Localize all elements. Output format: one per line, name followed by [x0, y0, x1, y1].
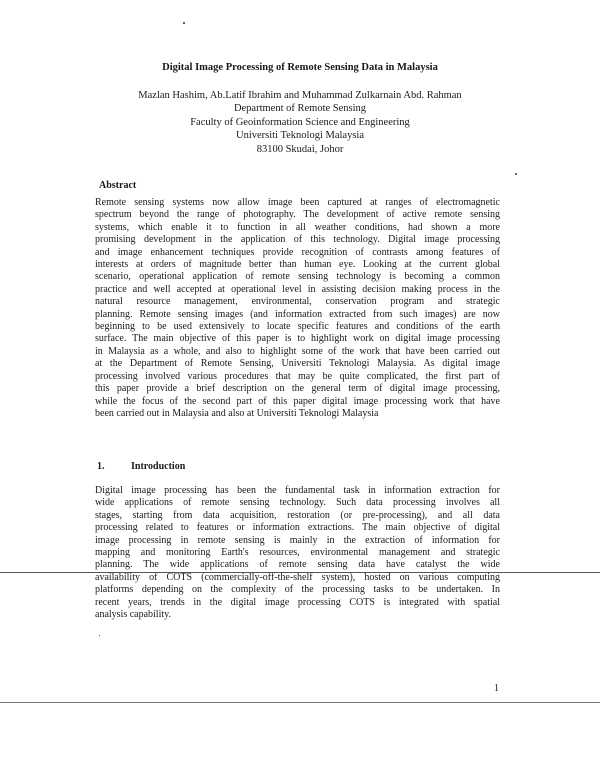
intro-line: wide applications of remote sensing technology. Such data processing involves all: [95, 497, 500, 509]
abstract-line: at the Department of Remote Sensing, Universiti Teknologi Malaysia. As digital image: [95, 358, 500, 370]
scan-speck: [183, 22, 185, 24]
abstract-line: interests at orders of magnitude better than human eye. Looking at the current global: [95, 259, 500, 271]
abstract-line: in Malaysia as a whole, and also to highlight some of the work that have been carried out: [95, 345, 500, 357]
abstract-line: beginning to be used extensively to locate specific features and conditions of the earth: [95, 321, 500, 333]
paper-title: Digital Image Processing of Remote Sensing Data in Malaysia: [162, 62, 438, 73]
scan-line: [0, 572, 600, 573]
section-number: 1.: [97, 461, 105, 472]
page-bottom-rule: [0, 702, 600, 703]
intro-line: planning. The wide applications of remote sensing data have catalyst the wide: [95, 559, 500, 571]
author-block: [0, 89, 600, 156]
intro-line: availability of COTS (commercially-off-the-shelf system), hosted on various computing: [95, 571, 500, 583]
abstract-heading: Abstract: [99, 180, 137, 191]
abstract-line: processing involved various procedures that may be quite complicated, the first part of: [95, 370, 500, 382]
section-title: Introduction: [131, 461, 186, 472]
abstract-body: [95, 197, 500, 420]
abstract-line: scenario, operational application of remote sensing technology is becoming a common: [95, 271, 500, 283]
abstract-line: surface. The main objective of this paper is to highlight work on digital image processing: [95, 333, 500, 345]
intro-line: platforms depending on the complexity of the processing tasks to be undertaken. In: [95, 584, 500, 596]
intro-line: mapping and monitoring Earth's resources, environmental management and strategic: [95, 547, 500, 559]
page-number: 1: [494, 683, 499, 694]
intro-line: Digital image processing has been the fundamental task in information extraction for: [95, 485, 500, 496]
address: 83100 Skudai, Johor: [256, 143, 344, 155]
intro-line: stages, starting from data acquisition, restoration (or pre-processing), and all data: [95, 509, 500, 521]
abstract-line: this paper provide a brief description on the general term of digital image processing,: [95, 383, 500, 395]
abstract-line: planning. Remote sensing images (and information extracted from such images) are now: [95, 308, 500, 320]
abstract-line: natural resource management, environmental, conservation program and strategic: [95, 296, 500, 308]
abstract-line: spectrum beyond the range of photography. The development of active remote sensing: [95, 209, 500, 221]
abstract-line: promising development in the application of this technology. Digital image processing: [95, 234, 500, 246]
scan-speck: [99, 635, 100, 636]
intro-line: processing related to features or information extractions. The main objective of digital: [95, 522, 500, 534]
abstract-line: and image enhancement techniques provide recognition of contrasts among features of: [95, 246, 500, 258]
scan-speck: [515, 173, 517, 175]
section-heading-introduction: [97, 461, 185, 472]
faculty: Faculty of Geoinformation Science and Engineering: [190, 116, 410, 128]
intro-line: analysis capability.: [95, 609, 171, 621]
intro-line: recent years, trends in the digital image processing COTS is integrated with spatial: [95, 596, 500, 608]
abstract-line: systems, which enable it to function in all weather conditions, had shown a more: [95, 221, 500, 233]
abstract-line: Remote sensing systems now allow image been captured at ranges of electromagnetic: [95, 197, 500, 208]
abstract-line: while the focus of the second part of this paper digital image processing work that have: [95, 395, 500, 407]
intro-line: image processing in remote sensing is mainly in the extraction of information for: [95, 534, 500, 546]
abstract-line: practice and well accepted at operational level in assisting decision making process in the: [95, 283, 500, 295]
introduction-body: [95, 485, 500, 621]
author-names: Mazlan Hashim, Ab.Latif Ibrahim and Muhammad Zulkarnain Abd. Rahman: [138, 90, 462, 101]
department: Department of Remote Sensing: [233, 103, 367, 115]
university: Universiti Teknologi Malaysia: [236, 130, 364, 142]
abstract-line: been carried out in Malaysia and also at Universiti Teknologi Malaysia: [95, 407, 379, 419]
